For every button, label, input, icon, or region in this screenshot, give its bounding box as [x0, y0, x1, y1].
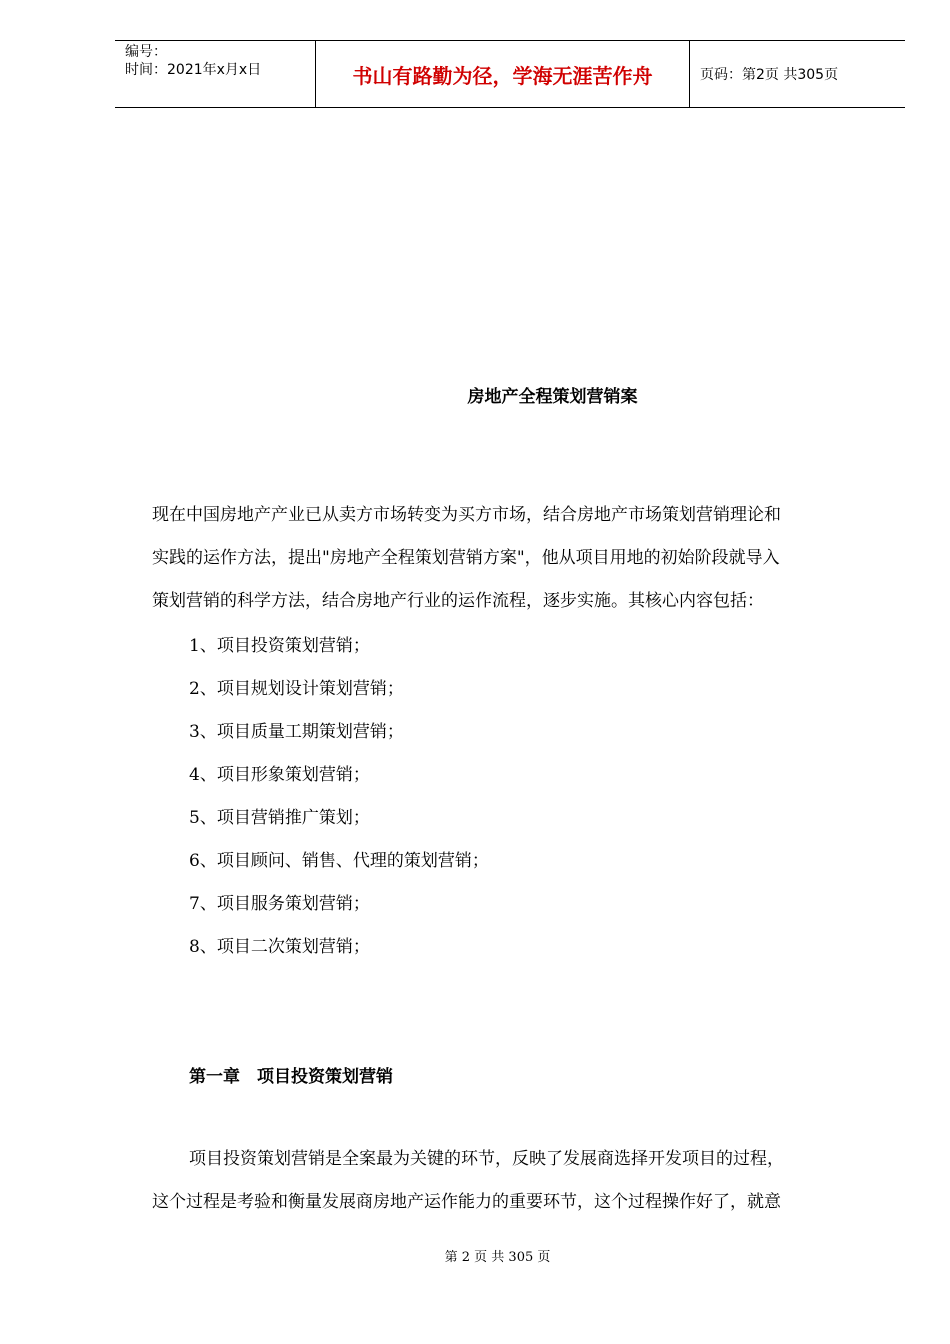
core-content-list	[189, 625, 489, 969]
page-footer: 第 2 页 共 305 页	[444, 1250, 551, 1265]
intro-line: 策划营销的科学方法，结合房地产行业的运作流程，逐步实施。其核心内容包括：	[152, 591, 764, 611]
chapter-paragraph	[152, 1138, 862, 1224]
chapter-line: 项目投资策划营销是全案最为关键的环节，反映了发展商选择开发项目的过程，	[189, 1149, 784, 1169]
header-table	[115, 40, 905, 108]
document-number-label: 编号：	[125, 44, 167, 60]
intro-line: 实践的运作方法，提出"房地产全程策划营销方案"，他从项目用地的初始阶段就导入	[152, 548, 780, 568]
list-item: 5、项目营销推广策划；	[189, 808, 370, 828]
header-meta-cell	[115, 41, 316, 107]
intro-line: 现在中国房地产产业已从卖方市场转变为买方市场，结合房地产市场策划营销理论和	[152, 505, 781, 525]
list-item: 2、项目规划设计策划营销；	[189, 679, 404, 699]
list-item: 8、项目二次策划营销；	[189, 937, 370, 957]
header-motto: 书山有路勤为径，学海无涯苦作舟	[316, 41, 690, 107]
intro-paragraph	[152, 494, 862, 623]
chapter-heading: 第一章 项目投资策划营销	[189, 1067, 393, 1087]
document-time-label: 时间：2021年x月x日	[125, 62, 262, 78]
header-page-info: 页码：第2页 共305页	[700, 67, 839, 83]
list-item: 1、项目投资策划营销；	[189, 636, 370, 656]
list-item: 4、项目形象策划营销；	[189, 765, 370, 785]
chapter-line: 这个过程是考验和衡量发展商房地产运作能力的重要环节，这个过程操作好了，就意	[152, 1192, 781, 1212]
list-item: 6、项目顾问、销售、代理的策划营销；	[189, 851, 489, 871]
list-item: 7、项目服务策划营销；	[189, 894, 370, 914]
list-item: 3、项目质量工期策划营销；	[189, 722, 404, 742]
document-title: 房地产全程策划营销案	[467, 387, 638, 407]
